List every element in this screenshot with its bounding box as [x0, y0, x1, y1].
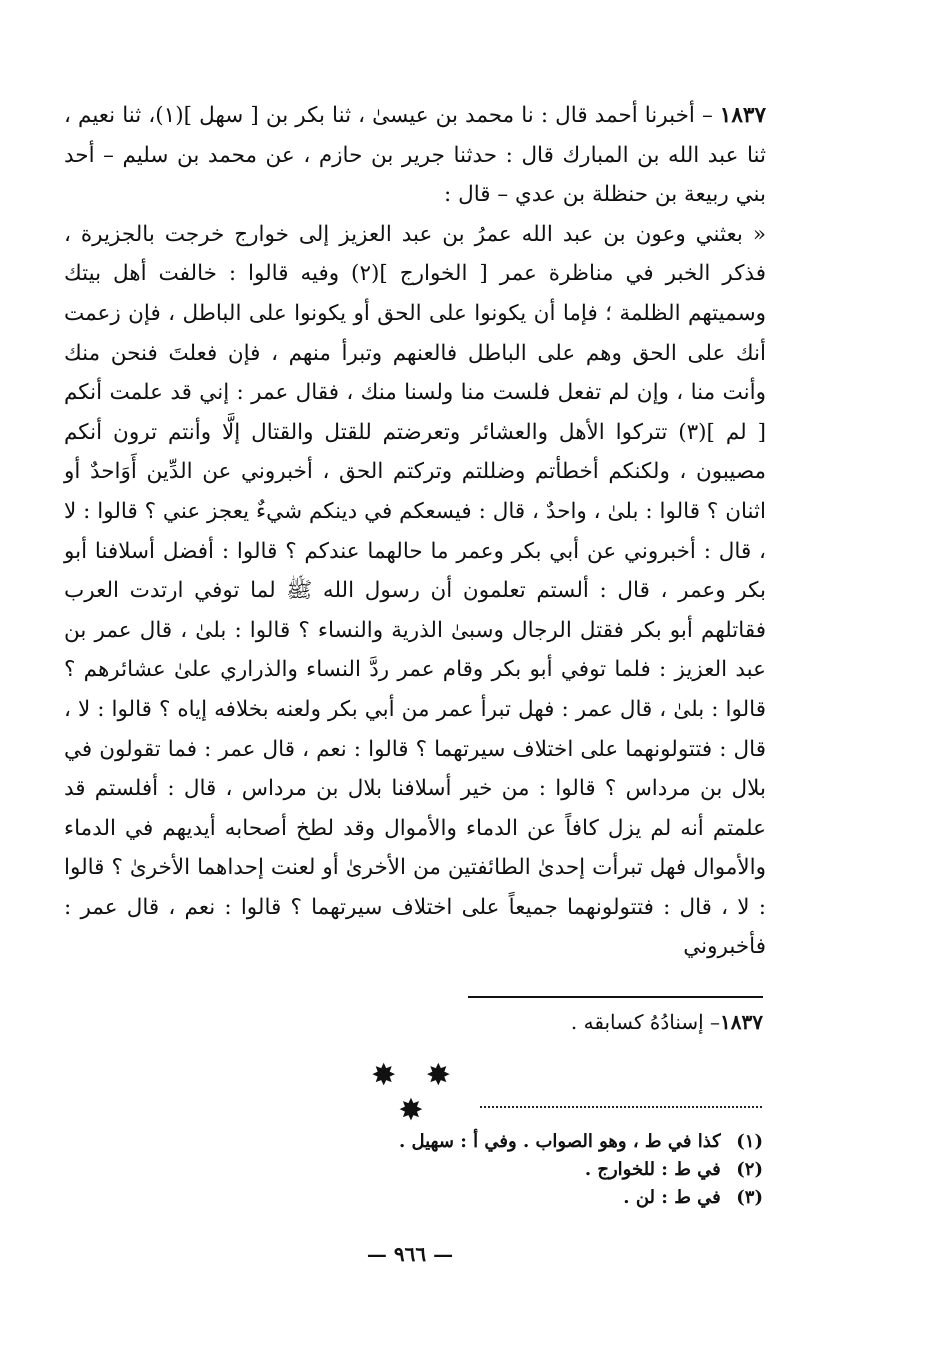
footnotes [399, 1128, 763, 1212]
hadith-chain-paragraph [64, 96, 766, 215]
footnote-separator [468, 996, 763, 998]
isnad-note [571, 1010, 763, 1034]
isnad-note-text: – إسنادُهُ كسابقه . [570, 1010, 721, 1034]
page-number: — ٩٦٦ — [366, 1242, 454, 1266]
footnote-number: (١) [736, 1131, 763, 1152]
footnote-2 [399, 1156, 763, 1184]
hadith-number: ١٨٣٧ [719, 103, 766, 128]
hadith-chain-text: – أخبرنا أحمد قال : نا محمد بن عيسىٰ ، ثنا بكر بن [ سهل ](١)، ثنا نعيم ، ثنا عبد الله بن المبارك قال : حدثنا جرير بن حازم ، عن محمد بن سليم – أحد بني ربيعة بن حنظلة بن عدي – قال : [64, 103, 766, 208]
dotted-separator [480, 1106, 762, 1108]
hadith-body-paragraph: « بعثني وعون بن عبد الله عمرُ بن عبد العزيز إلى خوارج خرجت بالجزيرة ، فذكر الخبر في مناظرة عمر [ الخوارج ](٢) وفيه قالوا : خالفت أهل بيتك وسميتهم الظلمة ؛ فإما أن يكونوا على الحق أو يكونوا على الباطل ، فإن زعمت أنك على الحق وهم على الباطل فالعنهم وتبرأ منهم ، فإن فعلتَ فنحن منك وأنت منا ، وإن لم تفعل فلست منا ولسنا منك ، فقال عمر : إني قد علمت أنكم [ لم ](٣) تتركوا الأهل والعشائر وتعرضتم للقتل والقتال إلَّا وأنتم ترون أنكم مصيبون ، ولكنكم أخطأتم وضللتم وتركتم الحق ، أخبروني عن الدِّين أَوَاحدٌ أو اثنان ؟ قالوا : بلىٰ ، واحدٌ ، قال : فيسعكم في دينكم شيءٌ يعجز عني ؟ قالوا : لا ، قال : أخبروني عن أبي بكر وعمر ما حالهما عندكم ؟ قالوا : أفضل أسلافنا أبو بكر وعمر ، قال : ألستم تعلمون أن رسول الله ﷺ لما توفي ارتدت العرب فقاتلهم أبو بكر فقتل الرجال وسبىٰ الذرية والنساء ؟ قالوا : بلىٰ ، قال عمر بن عبد العزيز : فلما توفي أبو بكر وقام عمر ردَّ النساء والذراري علىٰ عشائرهم ؟ قالوا : بلىٰ ، قال عمر : فهل تبرأ عمر من أبي بكر ولعنه بخلافه إياه ؟ قالوا : لا ، قال : فتتولونهما على اختلاف سيرتهما ؟ قالوا : نعم ، قال عمر : فما تقولون في بلال بن مرداس ؟ قالوا : من خير أسلافنا بلال بن مرداس ، قال : أفلستم قد علمتم أنه لم يزل كافاً عن الدماء والأموال وقد لطخ أصحابه أيديهم في الدماء والأموال فهل تبرأت إحدىٰ الطائفتين من الأخرىٰ أو لعنت إحداهما الأخرىٰ ؟ قالوا : لا ، قال : فتتولونهما جميعاً على اختلاف سيرتهما ؟ قالوا : نعم ، قال عمر : فأخبروني [64, 221, 766, 960]
footnote-3 [399, 1184, 763, 1212]
footnote-number: (٣) [736, 1187, 763, 1208]
footnote-number: (٢) [736, 1159, 763, 1180]
footnote-text: في ط : لن . [623, 1187, 721, 1208]
footnote-text: كذا في ط ، وهو الصواب . وفي أ : سهيل . [398, 1131, 721, 1152]
isnad-note-number: ١٨٣٧ [720, 1010, 763, 1034]
section-ornament: ✸ ✸ ✸ [371, 1058, 461, 1128]
footnote-text: في ط : للخوارج . [584, 1159, 721, 1180]
main-text [64, 96, 766, 967]
footnote-1 [399, 1128, 763, 1156]
